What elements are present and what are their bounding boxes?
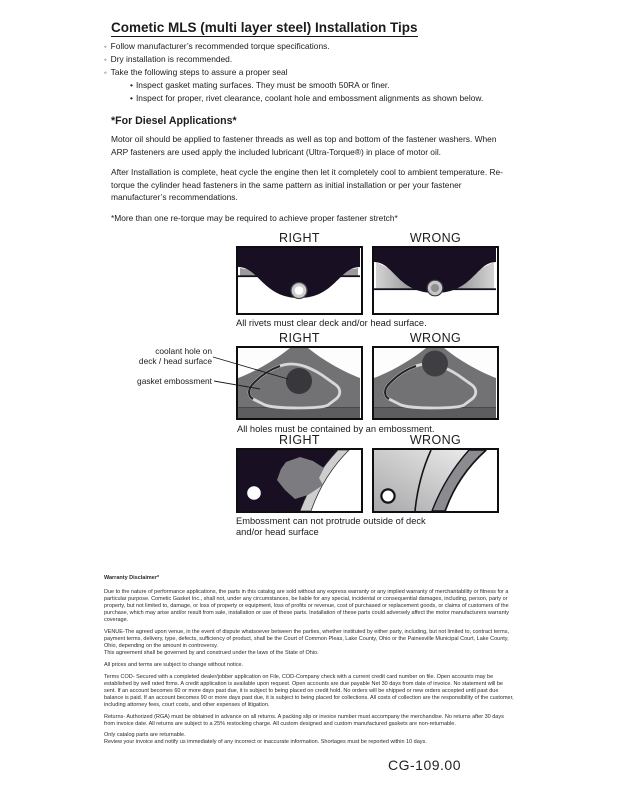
list-item-text: Take the following steps to assure a proper seal	[110, 67, 288, 77]
page-title	[111, 20, 418, 37]
diagram2-panels	[236, 346, 499, 420]
right-label: RIGHT	[279, 231, 320, 245]
open-bullet-icon: ◦	[104, 68, 107, 77]
disclaimer-heading: Warranty Disclaimer*	[104, 575, 160, 581]
open-bullet-icon: ◦	[104, 42, 107, 51]
wrong-label: WRONG	[409, 331, 462, 345]
disclaimer-paragraph: All prices and terms are subject to change without notice.	[104, 661, 244, 668]
coolant-right-diagram	[238, 348, 360, 418]
diesel-heading: *For Diesel Applications*	[111, 115, 237, 127]
gasket-embossment-label: gasket embossment	[137, 376, 212, 386]
diagram1-right-panel	[236, 246, 363, 315]
diagram3-right-panel	[236, 448, 363, 513]
list-sub-item	[130, 79, 544, 92]
diagram1-headers	[236, 231, 499, 245]
right-label: RIGHT	[279, 331, 320, 345]
disclaimer-paragraph: This agreement shall be governed by and construed under the laws of the State of Ohio.	[104, 650, 319, 657]
filled-bullet-icon: •	[130, 93, 133, 103]
wrong-label: WRONG	[409, 433, 462, 447]
open-bullet-icon: ◦	[104, 55, 107, 64]
warranty-disclaimer	[104, 575, 515, 751]
diesel-note: *More than one re-torque may be required to achieve proper fastener stretch*	[111, 212, 398, 223]
diagram2-headers	[236, 331, 499, 345]
diagram1-wrong-panel	[372, 246, 499, 315]
list-sub-item-text: Inspect gasket mating surfaces. They must be smooth 50RA or finer.	[135, 80, 390, 90]
protrusion-right-diagram	[238, 450, 360, 511]
disclaimer-paragraph: Returns- Authorized (RGA) must be obtained in advance on all returns. A packing slip or invoice number must accompany the merchandise. No returns after 30 days from invoice date. All returns are subject to a 25% restocking charge. All custom designed and custom manufactured gaskets are non-returnable.	[104, 713, 504, 727]
diesel-paragraph-1: Motor oil should be applied to fastener threads as well as top and bottom of the fastener washers. When ARP fasteners are used apply the included lubricant (Ultra-Torque®) in place of motor oil.	[111, 134, 497, 157]
installation-tips-list	[104, 40, 544, 105]
page-title-text: Cometic MLS (multi layer steel) Installation Tips	[111, 20, 418, 35]
disclaimer-paragraph: Only catalog parts are returnable.	[104, 732, 186, 739]
wrong-label: WRONG	[409, 231, 462, 245]
diagram2-caption: All holes must be contained by an embossment.	[237, 424, 435, 434]
diagram2-right-panel	[236, 346, 363, 420]
list-sub-item-text: Inspect for proper, rivet clearance, coolant hole and embossment alignments as shown below.	[135, 93, 484, 103]
disclaimer-paragraph: Review your invoice and notify us immediately of any incorrect or inaccurate information. Shortages must be reported within 10 days.	[104, 739, 427, 746]
list-item-text: Dry installation is recommended.	[110, 54, 233, 64]
diagram3-caption: Embossment can not protrude outside of deck and/or head surface	[236, 516, 426, 537]
diesel-applications-section	[111, 115, 515, 232]
list-item	[104, 66, 544, 79]
coolant-wrong-diagram	[374, 348, 496, 418]
diagram1-caption: All rivets must clear deck and/or head surface.	[236, 318, 427, 328]
diagram3-wrong-panel	[372, 448, 499, 513]
disclaimer-paragraph: Due to the nature of performance applications, the parts in this catalog are sold without any express warranty or any implied warranty of merchantability or fitness for a particular purpose. Cometic Gasket Inc., shall not, under any circumstances, be liable for any special, incidental or consequential damages, including, person, party or property, but not limited to, damage, or loss of property or equipment, loss of profits or revenue, cost of purchased or replacement goods, or claims of customers of the purchase, which may arise and/or result from sale, installation or use of these parts. Installation of these parts could adversely affect the motor manufacturers warranty coverage.	[104, 589, 509, 624]
coolant-hole-label: coolant hole on deck / head surface	[138, 346, 212, 366]
coolant-hole	[286, 368, 312, 394]
rivet-wrong-diagram	[374, 248, 496, 313]
list-item	[104, 53, 544, 66]
diesel-paragraph-2: After Installation is complete, heat cycle the engine then let it completely cool to ambient temperature. Re-torque the cylinder head fasteners in the same pattern as initial installation or per your fastener manufacturer’s recommendations.	[111, 167, 503, 202]
list-sub-item	[130, 92, 544, 105]
bolt-hole	[247, 486, 261, 500]
catalog-page-code: CG-109.00	[388, 757, 461, 773]
protrusion-wrong-diagram	[374, 450, 496, 511]
diagram2-wrong-panel	[372, 346, 499, 420]
filled-bullet-icon: •	[130, 80, 133, 90]
list-item-text: Follow manufacturer’s recommended torque specifications.	[110, 41, 330, 51]
bolt-hole	[381, 489, 394, 502]
disclaimer-paragraph: VENUE-The agreed upon venue, in the event of dispute whatsoever between the parties, whether instituted by either party, including, but not limited to, contract terms, payment terms, delivery, type, defects, sufficiency of product, shall be the Court of Common Pleas, Lake County, Ohio or the Painesville Municipal Court, Lake County, Ohio, depending on the amount in controversy.	[104, 629, 509, 650]
list-item	[104, 40, 544, 53]
disclaimer-paragraph: Terms COD- Secured with a completed dealer/jobber application on File, COD-Company check with a current credit card number on file. Open accounts may be established by well rated firms. A credit application is available upon request. Open accounts are due payable Net 30 days from date of invoice. No statement will be sent. If an account becomes 60 or more days past due, it is subject to being placed on credit hold. No orders will be shipped or new orders accepted until past due balance is paid. If an account becomes 90 or more days past due, it is subject to being placed for collections. All costs of collection are the responsibility of the customer, including attorney fees, court costs, and other expenses of litigation.	[104, 673, 514, 708]
coolant-hole	[422, 351, 448, 377]
right-label: RIGHT	[279, 433, 320, 447]
diagram1-panels	[236, 246, 499, 315]
diagram3-headers	[236, 433, 499, 447]
rivet-right-diagram	[238, 248, 360, 313]
diagram3-panels	[236, 448, 499, 513]
